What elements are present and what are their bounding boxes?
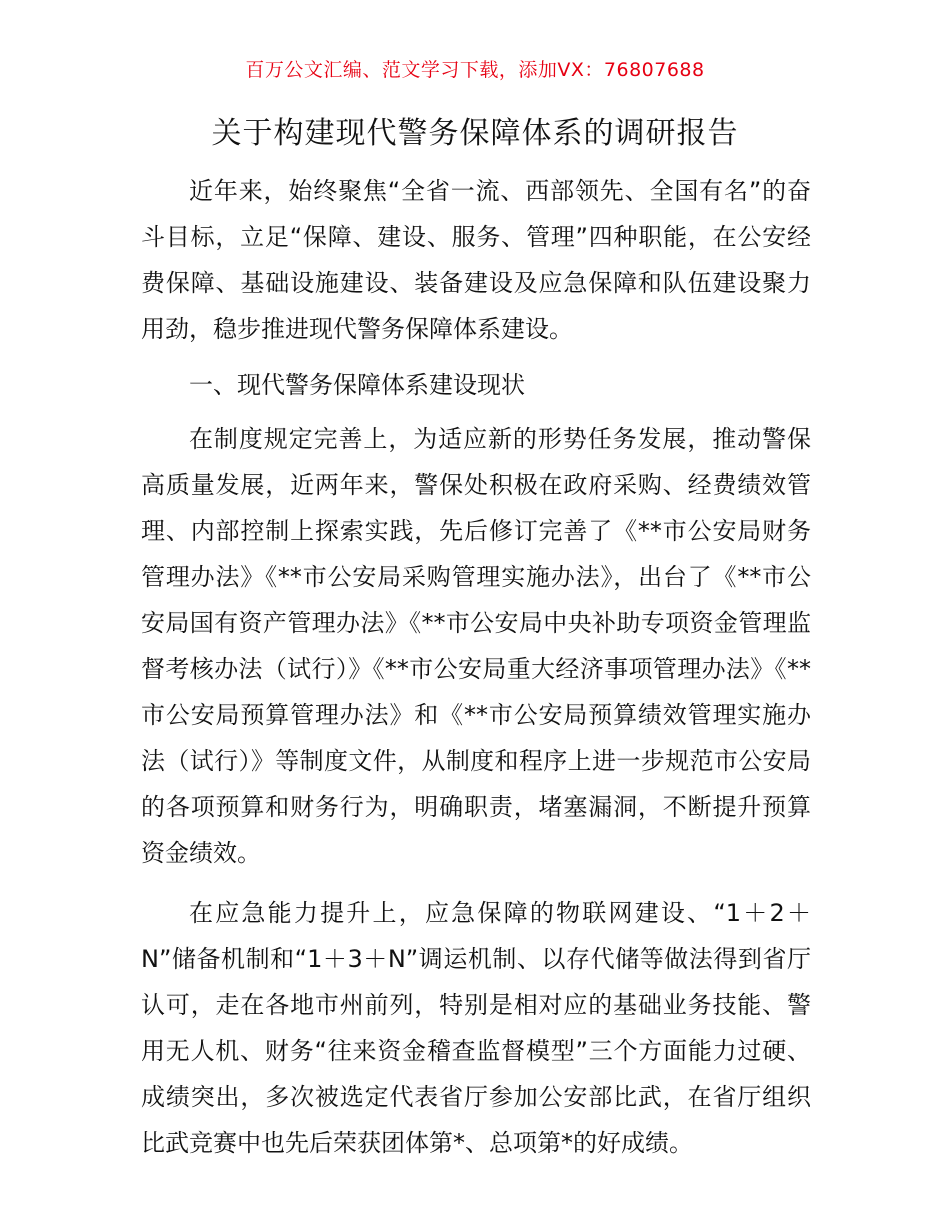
document-title: 关于构建现代警务保障体系的调研报告 [211, 116, 739, 151]
section-heading-1: 一、现代警务保障体系建设现状 [189, 371, 525, 399]
paragraph-system-rules: 在制度规定完善上，为适应新的形势任务发展，推动警保高质量发展，近两年来，警保处积极在政府采购、经费绩效管理、内部控制上探索实践，先后修订完善了《**市公安局财务管理办法》《**市公安局采购管理实施办法》，出台了《**市公安局国有资产管理办法》《**市公安局中央补助专项资金管理监督考核办法（试行）》《**市公安局重大经济事项管理办法》《**市公安局预算管理办法》和《**市公安局预算绩效管理实施办法（试行）》等制度文件，从制度和程序上进一步规范市公安局的各项预算和财务行为，明确职责，堵塞漏洞，不断提升预算资金绩效。 [141, 425, 811, 867]
document-body [141, 168, 811, 1166]
watermark-header: 百万公文汇编、范文学习下载，添加VX：76807688 [245, 59, 705, 81]
paragraph-emergency-capability: 在应急能力提升上，应急保障的物联网建设、“1＋2＋N”储备机制和“1＋3＋N”调运机制、以存代储等做法得到省厅认可，走在各地市州前列，特别是相对应的基础业务技能、警用无人机、财务“往来资金稽查监督模型”三个方面能力过硬、成绩突出，多次被选定代表省厅参加公安部比武，在省厅组织比武竞赛中也先后荣获团体第*、总项第*的好成绩。 [141, 899, 811, 1157]
paragraph-intro: 近年来，始终聚焦“全省一流、西部领先、全国有名”的奋斗目标，立足“保障、建设、服务、管理”四种职能，在公安经费保障、基础设施建设、装备建设及应急保障和队伍建设聚力用劲，稳步推进现代警务保障体系建设。 [141, 177, 811, 343]
